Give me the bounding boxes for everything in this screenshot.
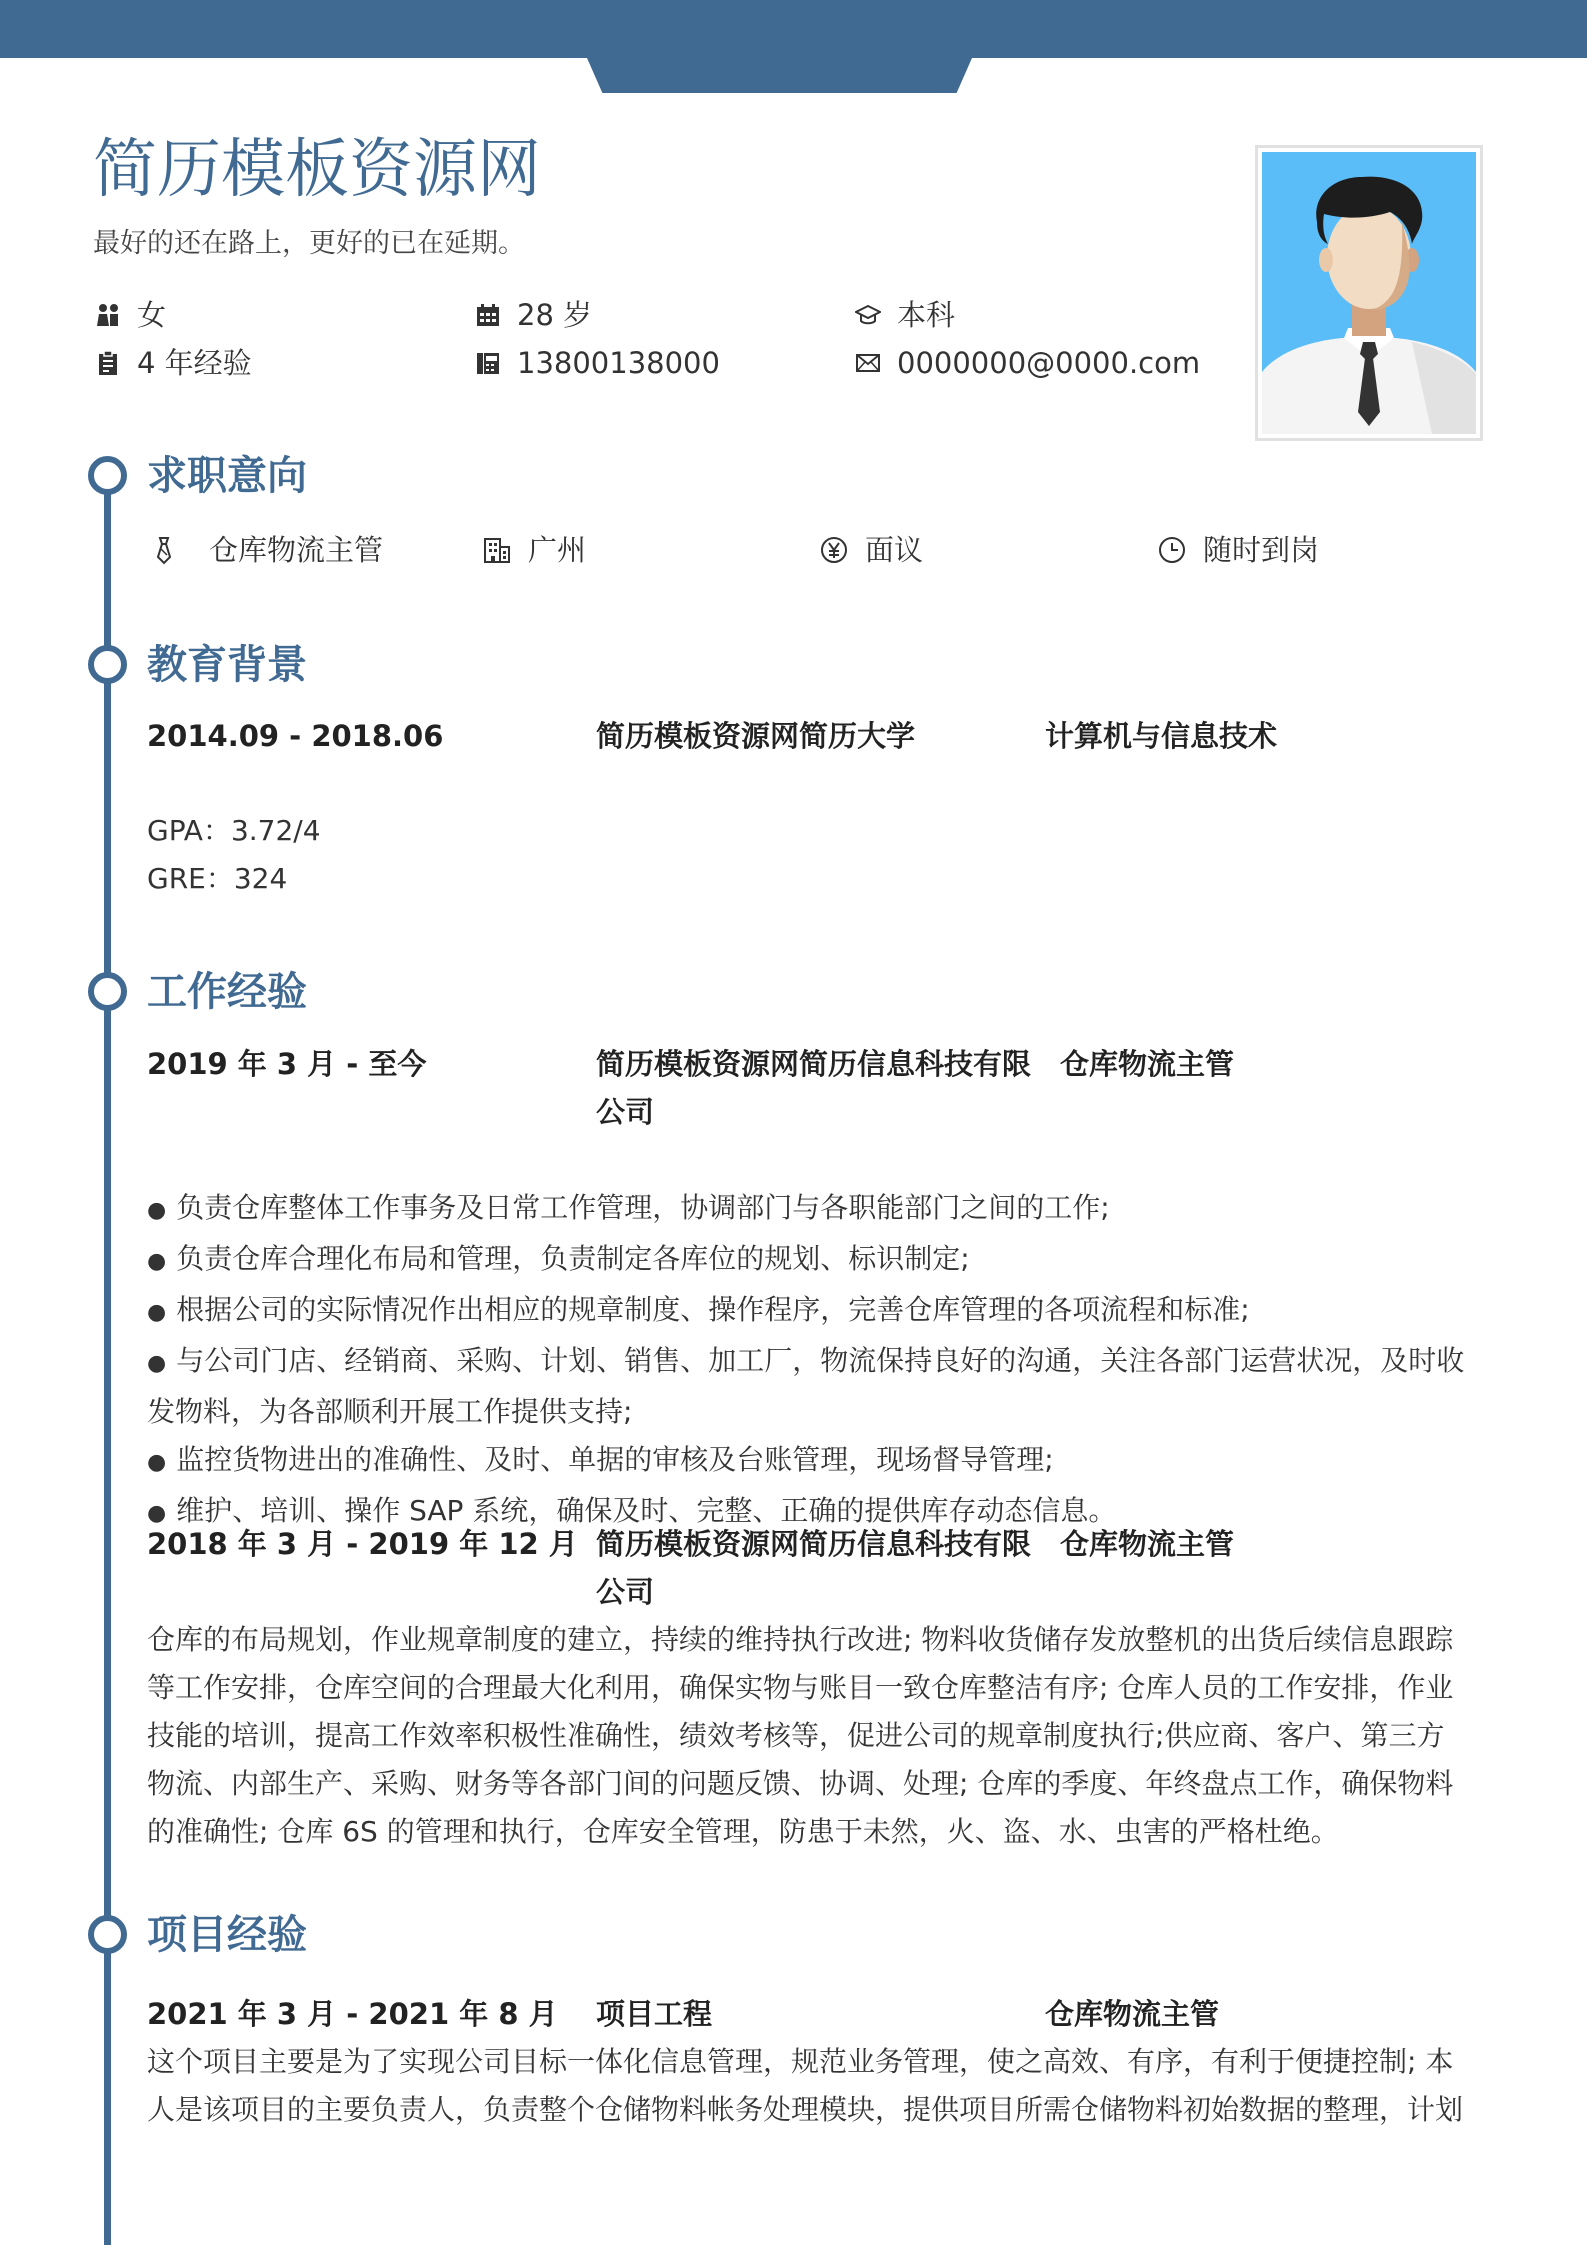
section-title-work: 工作经验 — [147, 969, 307, 1015]
intent-position — [147, 530, 383, 570]
project-description — [147, 2038, 1467, 2148]
calendar-icon — [473, 300, 503, 330]
project-description-text: 这个项目主要是为了实现公司目标一体化信息管理，规范业务管理，使之高效、有序，有利于便捷控制; 本人是该项目的主要负责人，负责整个仓储物料帐务处理模块，提供项目所需仓储物料初始数据的整理，计划 — [147, 2045, 1464, 2126]
clock-icon — [1155, 533, 1189, 567]
work-1-duty: ● 监控货物进出的准确性、及时、单据的审核及台账管理，现场督导管理; — [147, 1436, 1467, 1487]
intent-availability-value: 随时到岗 — [1203, 533, 1320, 567]
timeline-line — [104, 490, 111, 2245]
section-title-education: 教育背景 — [147, 642, 307, 688]
tie-icon — [147, 533, 181, 567]
info-phone — [473, 343, 720, 383]
work-1-period: 2019 年 3 月 - 至今 — [147, 1047, 427, 1081]
info-age — [473, 295, 592, 335]
work-1-duty: ● 与公司门店、经销商、采购、计划、销售、加工厂，物流保持良好的沟通，关注各部门运营状况，及时收发物料，为各部顺利开展工作提供支持; — [147, 1337, 1467, 1436]
education-school: 简历模板资源网简历大学 — [596, 719, 916, 753]
work-2-description-text: 仓库的布局规划，作业规章制度的建立，持续的维持执行改进; 物料收货储存发放整机的出货后续信息跟踪等工作安排，仓库空间的合理最大化利用，确保实物与账目一致仓库整洁有序; 仓库人员的工作安排，作业技能的培训，提高工作效率积极性准确性，绩效考核等，促进公司的规章制度执行;供应商、客户、第三方物流、内部生产、采购、财务等各部门间的问题反馈、协调、处理; 仓库的季度、年终盘点工作，确保物料的准确性; 仓库 6S 的管理和执行，仓库安全管理，防患于未然，火、盗、水、虫害的严格杜绝。 — [147, 1623, 1454, 1848]
resume-slogan: 最好的还在路上，更好的已在延期。 — [93, 228, 525, 259]
work-2-company: 简历模板资源网简历信息科技有限公司 — [596, 1527, 1032, 1609]
work-1-duty: ● 负责仓库合理化布局和管理，负责制定各库位的规划、标识制定; — [147, 1235, 1467, 1286]
gender-icon — [93, 300, 123, 330]
info-experience — [93, 343, 252, 383]
info-gender — [93, 295, 166, 335]
education-major: 计算机与信息技术 — [1045, 719, 1278, 753]
section-dot-project — [88, 1915, 127, 1954]
yen-icon — [817, 533, 851, 567]
intent-salary-value: 面议 — [865, 533, 924, 567]
intent-salary — [817, 530, 923, 570]
age-value: 28 岁 — [517, 298, 593, 332]
work-2-description — [147, 1616, 1467, 1856]
experience-value: 4 年经验 — [137, 346, 252, 380]
email-value: 0000000@0000.com — [897, 346, 1201, 380]
section-title-project: 项目经验 — [147, 1912, 307, 1958]
avatar-illustration — [1262, 152, 1476, 434]
top-banner — [0, 0, 1587, 58]
education-period: 2014.09 - 2018.06 — [147, 719, 444, 753]
intent-city-value: 广州 — [528, 533, 587, 567]
intent-position-value: 仓库物流主管 — [209, 533, 384, 567]
building-icon — [480, 533, 514, 567]
info-degree — [853, 295, 955, 335]
work-1-duty: ● 根据公司的实际情况作出相应的规章制度、操作程序，完善仓库管理的各项流程和标准; — [147, 1286, 1467, 1337]
intent-availability — [1155, 530, 1319, 570]
work-1-duties — [147, 1184, 1467, 1538]
work-1-company: 简历模板资源网简历信息科技有限公司 — [596, 1047, 1032, 1129]
phone-icon — [473, 348, 503, 378]
project-period: 2021 年 3 月 - 2021 年 8 月 — [147, 1997, 558, 2031]
degree-value: 本科 — [897, 298, 956, 332]
resume-name: 简历模板资源网 — [93, 133, 541, 207]
education-gpa: GPA：3.72/4 — [147, 814, 321, 847]
experience-icon — [93, 348, 123, 378]
email-icon — [853, 348, 883, 378]
section-dot-education — [88, 645, 127, 684]
education-gre: GRE：324 — [147, 862, 288, 895]
work-2-period: 2018 年 3 月 - 2019 年 12 月 — [147, 1527, 578, 1561]
section-dot-intent — [88, 456, 127, 495]
work-1-duty: ● 维护、培训、操作 SAP 系统，确保及时、完整、正确的提供库存动态信息。 — [147, 1487, 1467, 1538]
profile-photo — [1255, 145, 1483, 441]
work-2-position: 仓库物流主管 — [1060, 1527, 1235, 1561]
work-1-duty: ● 负责仓库整体工作事务及日常工作管理，协调部门与各职能部门之间的工作; — [147, 1184, 1467, 1235]
gender-value: 女 — [137, 298, 167, 332]
graduation-cap-icon — [853, 300, 883, 330]
intent-city — [480, 530, 586, 570]
project-name: 项目工程 — [596, 1997, 713, 2031]
section-dot-work — [88, 972, 127, 1011]
work-1-position: 仓库物流主管 — [1060, 1047, 1235, 1081]
phone-value: 13800138000 — [517, 346, 720, 380]
info-email — [853, 343, 1200, 383]
top-banner-tab — [587, 58, 972, 93]
project-role: 仓库物流主管 — [1045, 1997, 1220, 2031]
section-title-intent: 求职意向 — [147, 453, 307, 499]
